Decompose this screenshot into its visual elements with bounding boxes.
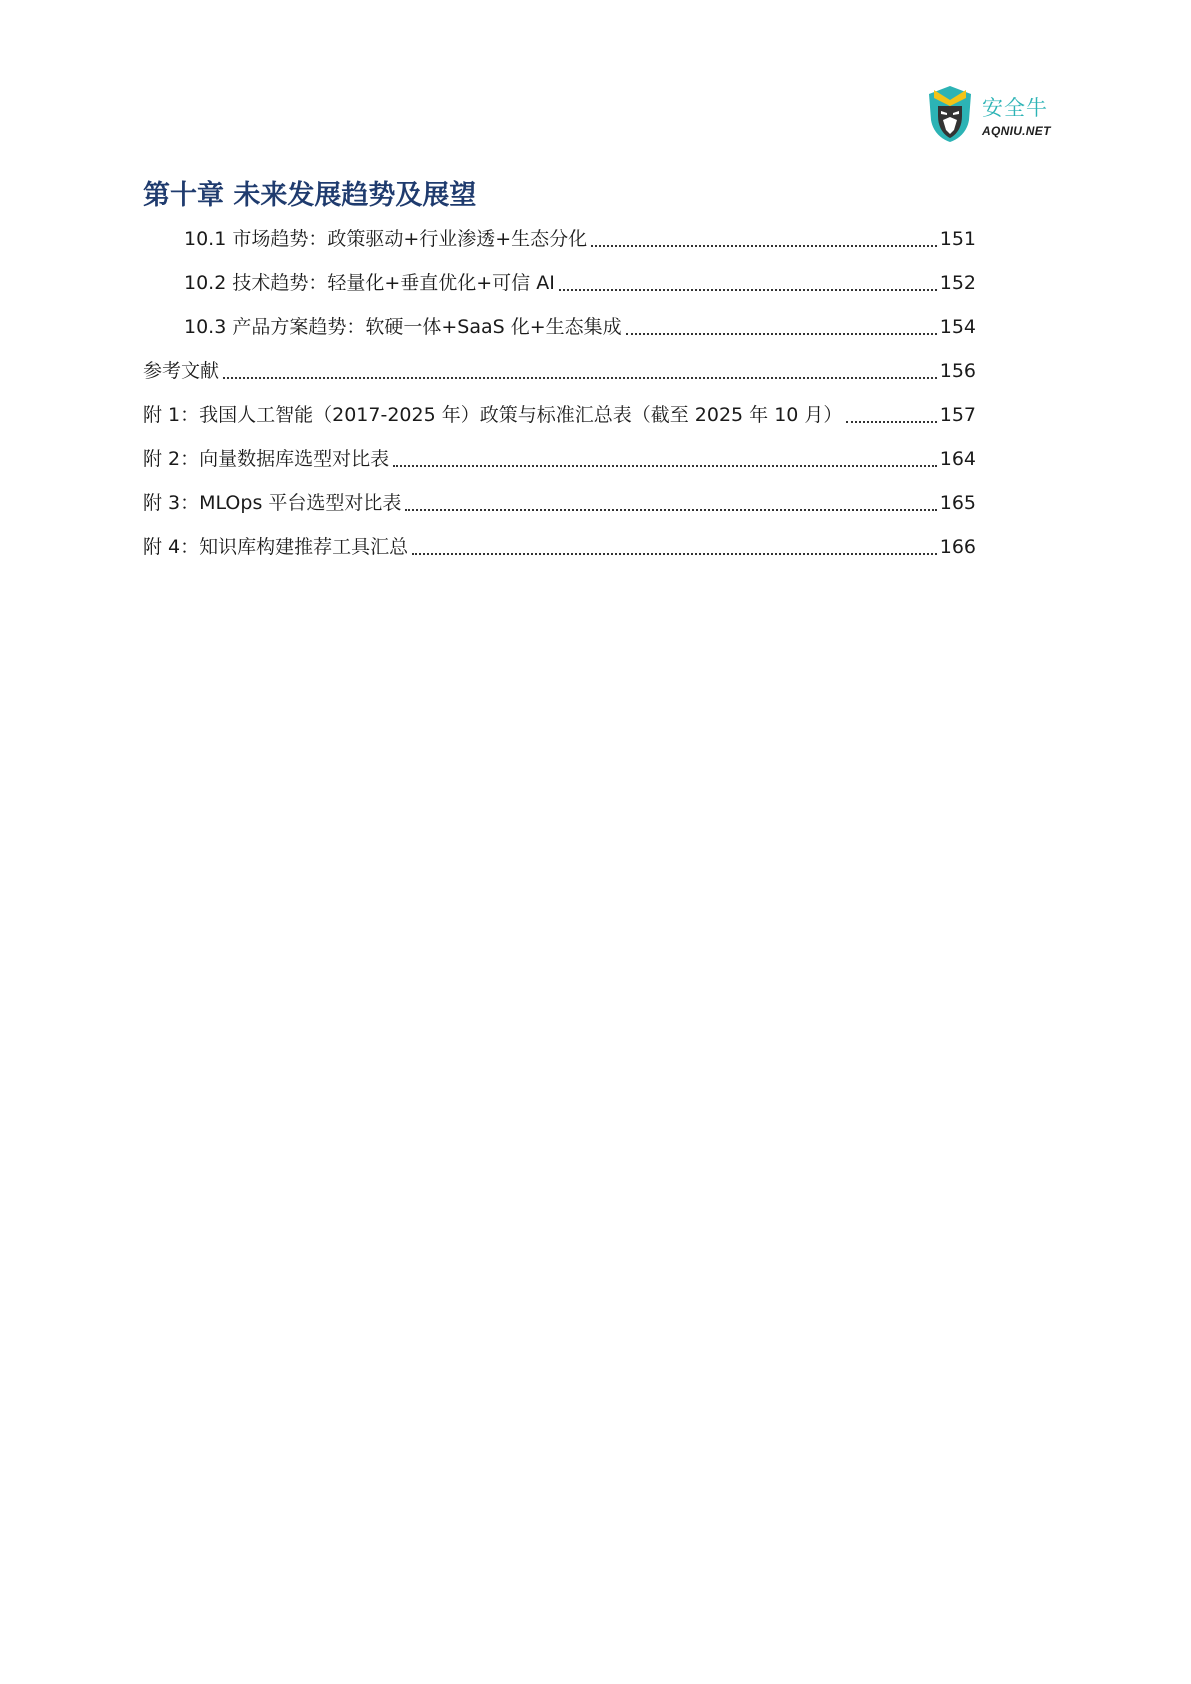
- toc-entry-title: 附 3：MLOps 平台选型对比表: [143, 492, 402, 514]
- toc-dot-leader: [846, 420, 936, 423]
- chapter-title: 第十章 未来发展趋势及展望: [143, 180, 477, 211]
- company-logo: [926, 84, 1058, 146]
- toc-dot-leader: [393, 464, 937, 467]
- toc-entry[interactable]: [143, 532, 976, 562]
- toc-entry-title: 附 1：我国人工智能（2017-2025 年）政策与标准汇总表（截至 2025 年 10 月）: [143, 404, 843, 426]
- toc-entry[interactable]: [143, 444, 976, 474]
- toc-dot-leader: [559, 288, 937, 291]
- toc-page-number: 165: [939, 492, 976, 514]
- toc-entry[interactable]: [184, 312, 976, 342]
- toc-page-number: 166: [939, 536, 976, 558]
- toc-entry[interactable]: [143, 356, 976, 386]
- toc-entry-title: 10.1 市场趋势：政策驱动+行业渗透+生态分化: [184, 228, 588, 250]
- toc-page-number: 151: [939, 228, 976, 250]
- toc-entry-title: 附 4：知识库构建推荐工具汇总: [143, 536, 409, 558]
- toc-page-number: 154: [939, 316, 976, 338]
- toc-entry[interactable]: [143, 488, 976, 518]
- toc-dot-leader: [412, 552, 937, 555]
- toc-entry-title: 10.2 技术趋势：轻量化+垂直优化+可信 AI: [184, 272, 555, 294]
- toc-entry[interactable]: [184, 268, 976, 298]
- toc-entry-title: 10.3 产品方案趋势：软硬一体+SaaS 化+生态集成: [184, 316, 622, 338]
- toc-entry-title: 参考文献: [143, 360, 220, 382]
- toc-entry[interactable]: [143, 400, 976, 430]
- toc-entry[interactable]: [184, 224, 976, 254]
- logo-name-cn: 安全牛: [982, 96, 1048, 120]
- toc-page-number: 157: [939, 404, 976, 426]
- toc-dot-leader: [591, 244, 937, 247]
- logo-name-en: AQNIU.NET: [982, 124, 1051, 138]
- toc-page-number: 156: [939, 360, 976, 382]
- toc-dot-leader: [626, 332, 937, 335]
- toc-page-number: 164: [939, 448, 976, 470]
- toc-dot-leader: [405, 508, 936, 511]
- toc-dot-leader: [223, 376, 937, 379]
- toc-page-number: 152: [939, 272, 976, 294]
- shield-logo-icon: [926, 84, 974, 144]
- toc-entry-title: 附 2：向量数据库选型对比表: [143, 448, 390, 470]
